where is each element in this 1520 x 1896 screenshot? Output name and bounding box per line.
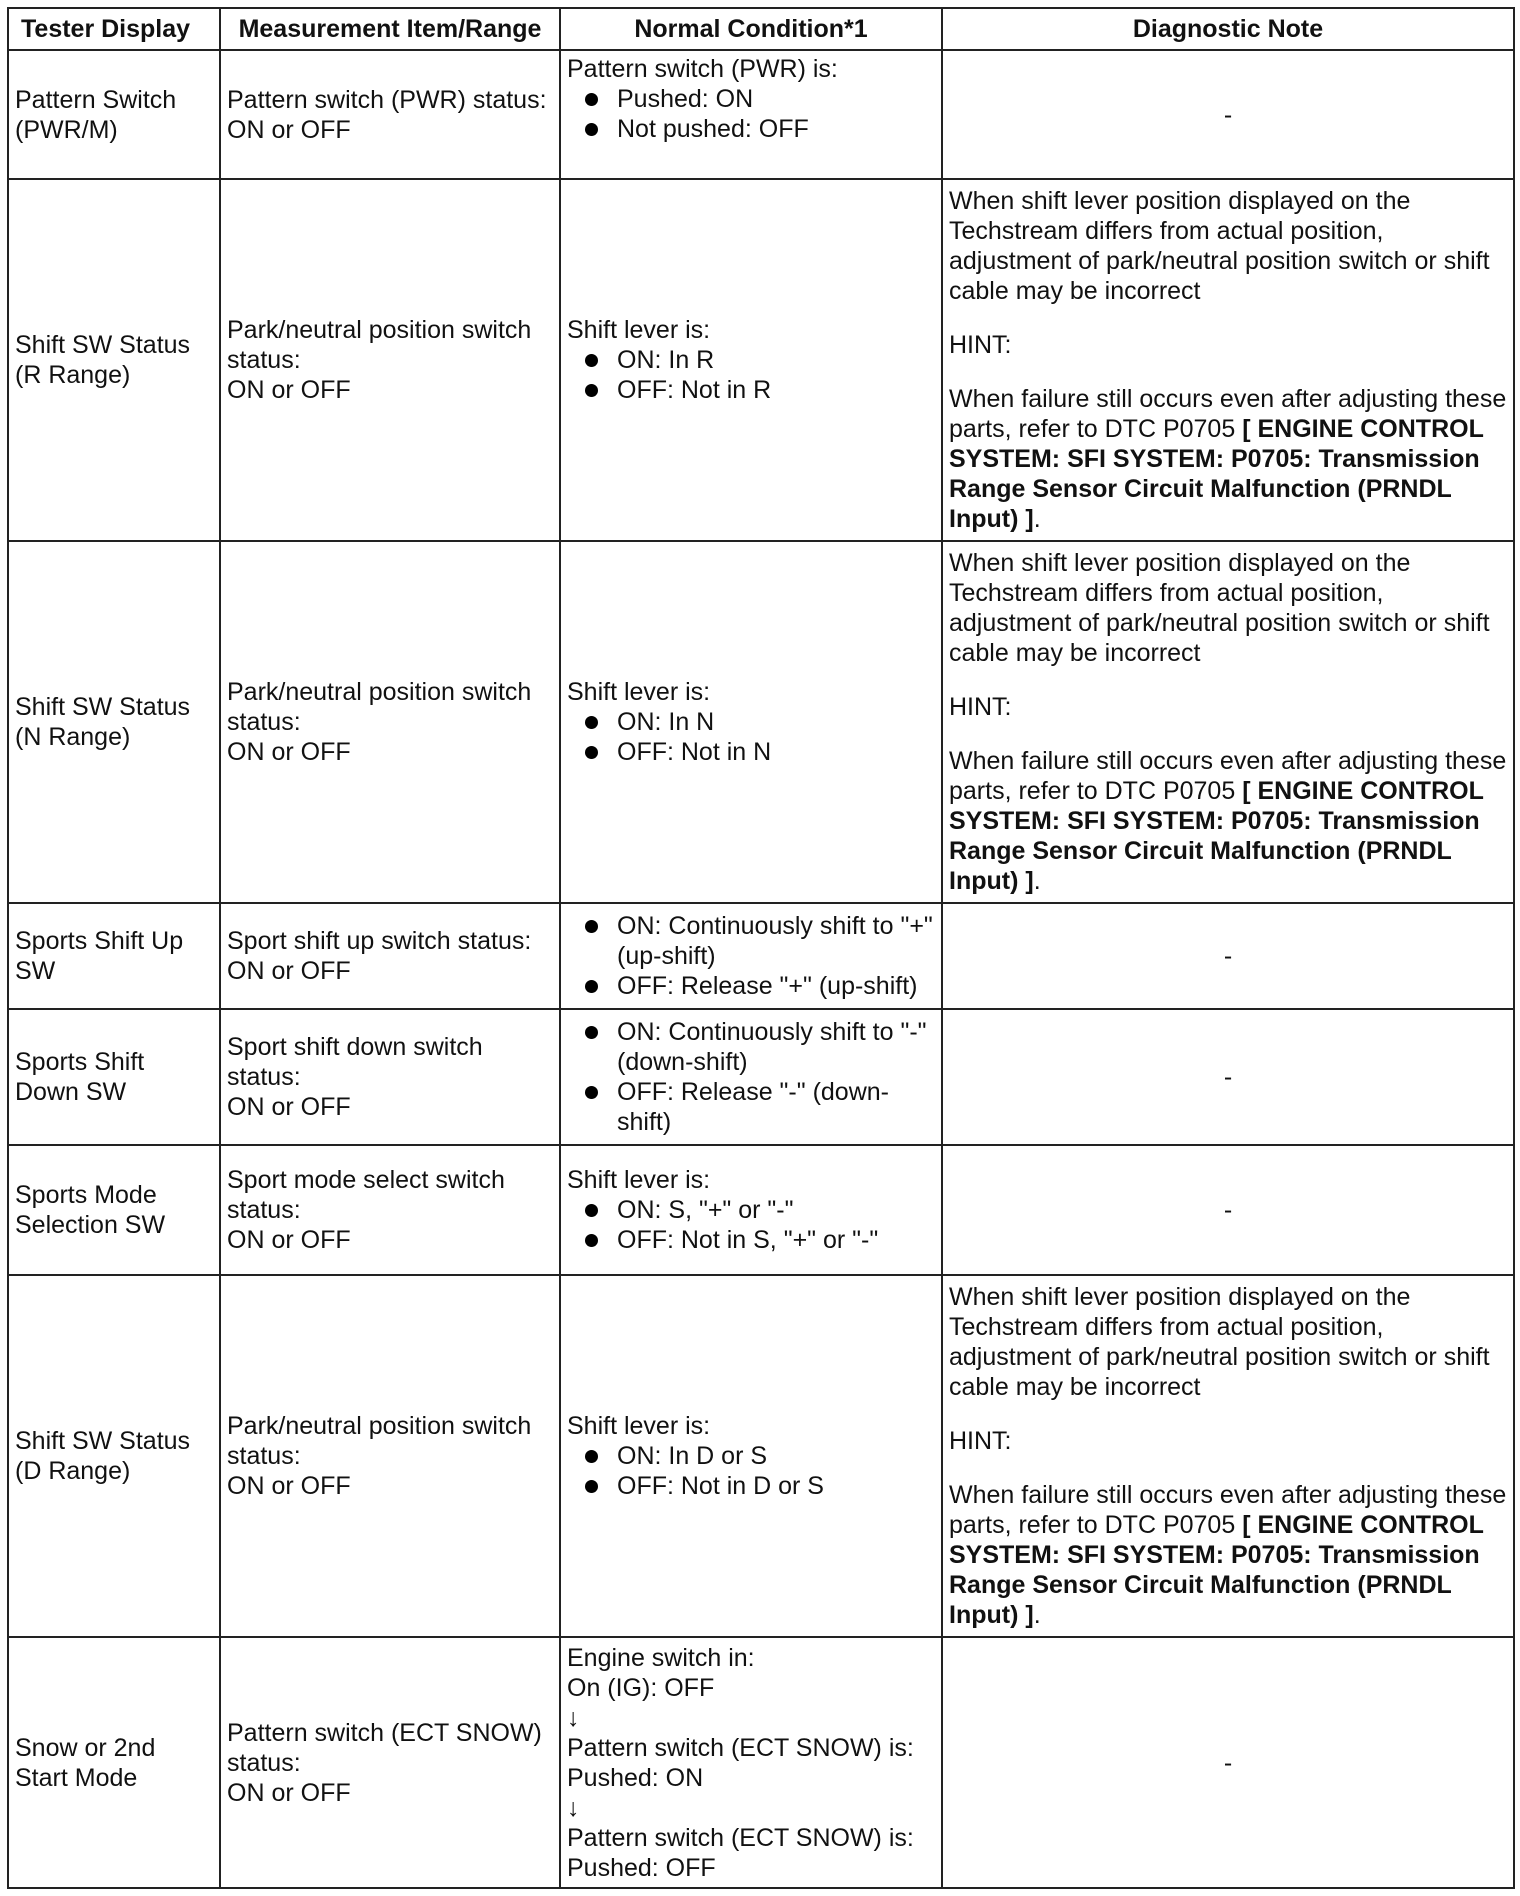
note-reference [949, 384, 1507, 534]
list-item: OFF: Not in S, "+" or "-" [567, 1225, 935, 1255]
note-text: When shift lever position displayed on the Techstream differs from actual position, adjustment of park/neutral position switch or shift cable may be incorrect [949, 1283, 1490, 1401]
diagnostic-note-cell: - [942, 1009, 1514, 1145]
condition-intro: Shift lever is: [567, 316, 711, 344]
diagnostic-note-cell: - [942, 903, 1514, 1009]
diagnostic-note-cell: - [942, 50, 1514, 179]
dtc-reference-link[interactable]: [ ENGINE CONTROL SYSTEM: SFI SYSTEM: P0705: Transmission Range Sensor Circuit Malfunction (PRNDL Input) ] [949, 415, 1484, 533]
condition-list [567, 1195, 935, 1255]
table-row [8, 1009, 1514, 1145]
tester-display-cell: Sports Shift Up SW [8, 903, 220, 1009]
hint-label: HINT: [949, 693, 1012, 721]
tester-display-cell: Pattern Switch (PWR/M) [8, 50, 220, 179]
condition-line: On (IG): OFF [567, 1673, 715, 1702]
tester-display-cell: Shift SW Status (N Range) [8, 541, 220, 903]
list-item: OFF: Not in R [567, 375, 935, 405]
measurement-line: Sport shift down switch status: [227, 1033, 483, 1091]
normal-condition-cell [560, 1275, 942, 1637]
note-prefix: When failure still occurs even after adjusting these parts, refer to DTC P0705 [949, 1481, 1507, 1539]
condition-list [567, 1017, 935, 1137]
tester-display-cell: Snow or 2nd Start Mode [8, 1637, 220, 1888]
list-item: ON: S, "+" or "-" [567, 1195, 935, 1225]
diagnostic-note-cell [942, 179, 1514, 541]
normal-condition-cell [560, 50, 942, 179]
condition-line: Pushed: OFF [567, 1853, 716, 1882]
note-reference [949, 1480, 1507, 1630]
dtc-reference-link[interactable]: [ ENGINE CONTROL SYSTEM: SFI SYSTEM: P0705: Transmission Range Sensor Circuit Malfunction (PRNDL Input) ] [949, 777, 1484, 895]
measurement-cell [220, 541, 560, 903]
normal-condition-cell [560, 541, 942, 903]
header-row [8, 8, 1514, 50]
condition-intro: Pattern switch (PWR) is: [567, 55, 838, 83]
header-measurement-item: Measurement Item/Range [220, 8, 560, 50]
list-item: ON: Continuously shift to "-" (down-shift) [567, 1017, 935, 1077]
measurement-cell [220, 1145, 560, 1275]
measurement-cell: Pattern switch (PWR) status: ON or OFF [220, 50, 560, 179]
measurement-line: Sport mode select switch status: [227, 1166, 505, 1224]
hint-label: HINT: [949, 331, 1012, 359]
measurement-cell [220, 1009, 560, 1145]
list-item: Pushed: ON [567, 84, 935, 114]
condition-line: Pattern switch (ECT SNOW) is: [567, 1733, 914, 1762]
measurement-cell [220, 1637, 560, 1888]
measurement-line: ON or OFF [227, 738, 351, 766]
note-prefix: When failure still occurs even after adjusting these parts, refer to DTC P0705 [949, 385, 1507, 443]
header-normal-condition: Normal Condition*1 [560, 8, 942, 50]
condition-list [567, 911, 935, 1001]
normal-condition-cell [560, 1637, 942, 1888]
list-item: ON: Continuously shift to "+" (up-shift) [567, 911, 935, 971]
normal-condition-cell [560, 1009, 942, 1145]
diagnostic-note-cell [942, 1275, 1514, 1637]
tester-display-cell: Shift SW Status (D Range) [8, 1275, 220, 1637]
measurement-line: Park/neutral position switch status: [227, 316, 532, 374]
condition-intro: Shift lever is: [567, 1166, 711, 1194]
table-row [8, 50, 1514, 179]
note-text: When shift lever position displayed on the Techstream differs from actual position, adjustment of park/neutral position switch or shift cable may be incorrect [949, 549, 1490, 667]
down-arrow-icon: ↓ [567, 1703, 580, 1732]
list-item: OFF: Not in N [567, 737, 935, 767]
tester-display-cell: Sports Shift Down SW [8, 1009, 220, 1145]
diagnostic-note-cell: - [942, 1637, 1514, 1888]
measurement-cell [220, 179, 560, 541]
condition-intro: Shift lever is: [567, 678, 711, 706]
table-row [8, 1145, 1514, 1275]
diagnostic-data-table [7, 7, 1515, 1889]
tester-display-cell: Shift SW Status (R Range) [8, 179, 220, 541]
condition-line: Pattern switch (ECT SNOW) is: [567, 1823, 914, 1852]
measurement-line: Park/neutral position switch status: [227, 678, 532, 736]
note-reference [949, 746, 1507, 896]
list-item: OFF: Not in D or S [567, 1471, 935, 1501]
note-period: . [1033, 867, 1041, 895]
condition-list [567, 84, 935, 144]
normal-condition-cell [560, 1145, 942, 1275]
table-row [8, 1637, 1514, 1888]
list-item: OFF: Release "+" (up-shift) [567, 971, 935, 1001]
measurement-line: ON or OFF [227, 1778, 351, 1807]
measurement-line: ON or OFF [227, 1093, 351, 1121]
condition-intro: Shift lever is: [567, 1412, 711, 1440]
diagnostic-note-cell [942, 541, 1514, 903]
table-row [8, 541, 1514, 903]
diagnostic-note-cell: - [942, 1145, 1514, 1275]
list-item: ON: In R [567, 345, 935, 375]
measurement-line: ON or OFF [227, 1472, 351, 1500]
measurement-cell: Sport shift up switch status: ON or OFF [220, 903, 560, 1009]
note-period: . [1033, 1601, 1041, 1629]
list-item: OFF: Release "-" (down-shift) [567, 1077, 935, 1137]
table-row [8, 1275, 1514, 1637]
header-tester-display: Tester Display [8, 8, 220, 50]
condition-line: Pushed: ON [567, 1763, 704, 1792]
condition-list [567, 345, 935, 405]
measurement-cell [220, 1275, 560, 1637]
measurement-line: ON or OFF [227, 1226, 351, 1254]
measurement-line: ON or OFF [227, 376, 351, 404]
dtc-reference-link[interactable]: [ ENGINE CONTROL SYSTEM: SFI SYSTEM: P0705: Transmission Range Sensor Circuit Malfunction (PRNDL Input) ] [949, 1511, 1484, 1629]
list-item: ON: In D or S [567, 1441, 935, 1471]
down-arrow-icon: ↓ [567, 1793, 580, 1822]
hint-label: HINT: [949, 1427, 1012, 1455]
normal-condition-cell [560, 179, 942, 541]
tester-display-cell: Sports Mode Selection SW [8, 1145, 220, 1275]
normal-condition-cell [560, 903, 942, 1009]
measurement-line: Park/neutral position switch status: [227, 1412, 532, 1470]
note-period: . [1033, 505, 1041, 533]
condition-list [567, 707, 935, 767]
condition-list [567, 1441, 935, 1501]
condition-line: Engine switch in: [567, 1643, 755, 1672]
table-row [8, 179, 1514, 541]
list-item: ON: In N [567, 707, 935, 737]
table-row [8, 903, 1514, 1009]
note-text: When shift lever position displayed on the Techstream differs from actual position, adjustment of park/neutral position switch or shift cable may be incorrect [949, 187, 1490, 305]
measurement-line: Pattern switch (ECT SNOW) status: [227, 1718, 542, 1777]
header-diagnostic-note: Diagnostic Note [942, 8, 1514, 50]
note-prefix: When failure still occurs even after adjusting these parts, refer to DTC P0705 [949, 747, 1507, 805]
list-item: Not pushed: OFF [567, 114, 935, 144]
